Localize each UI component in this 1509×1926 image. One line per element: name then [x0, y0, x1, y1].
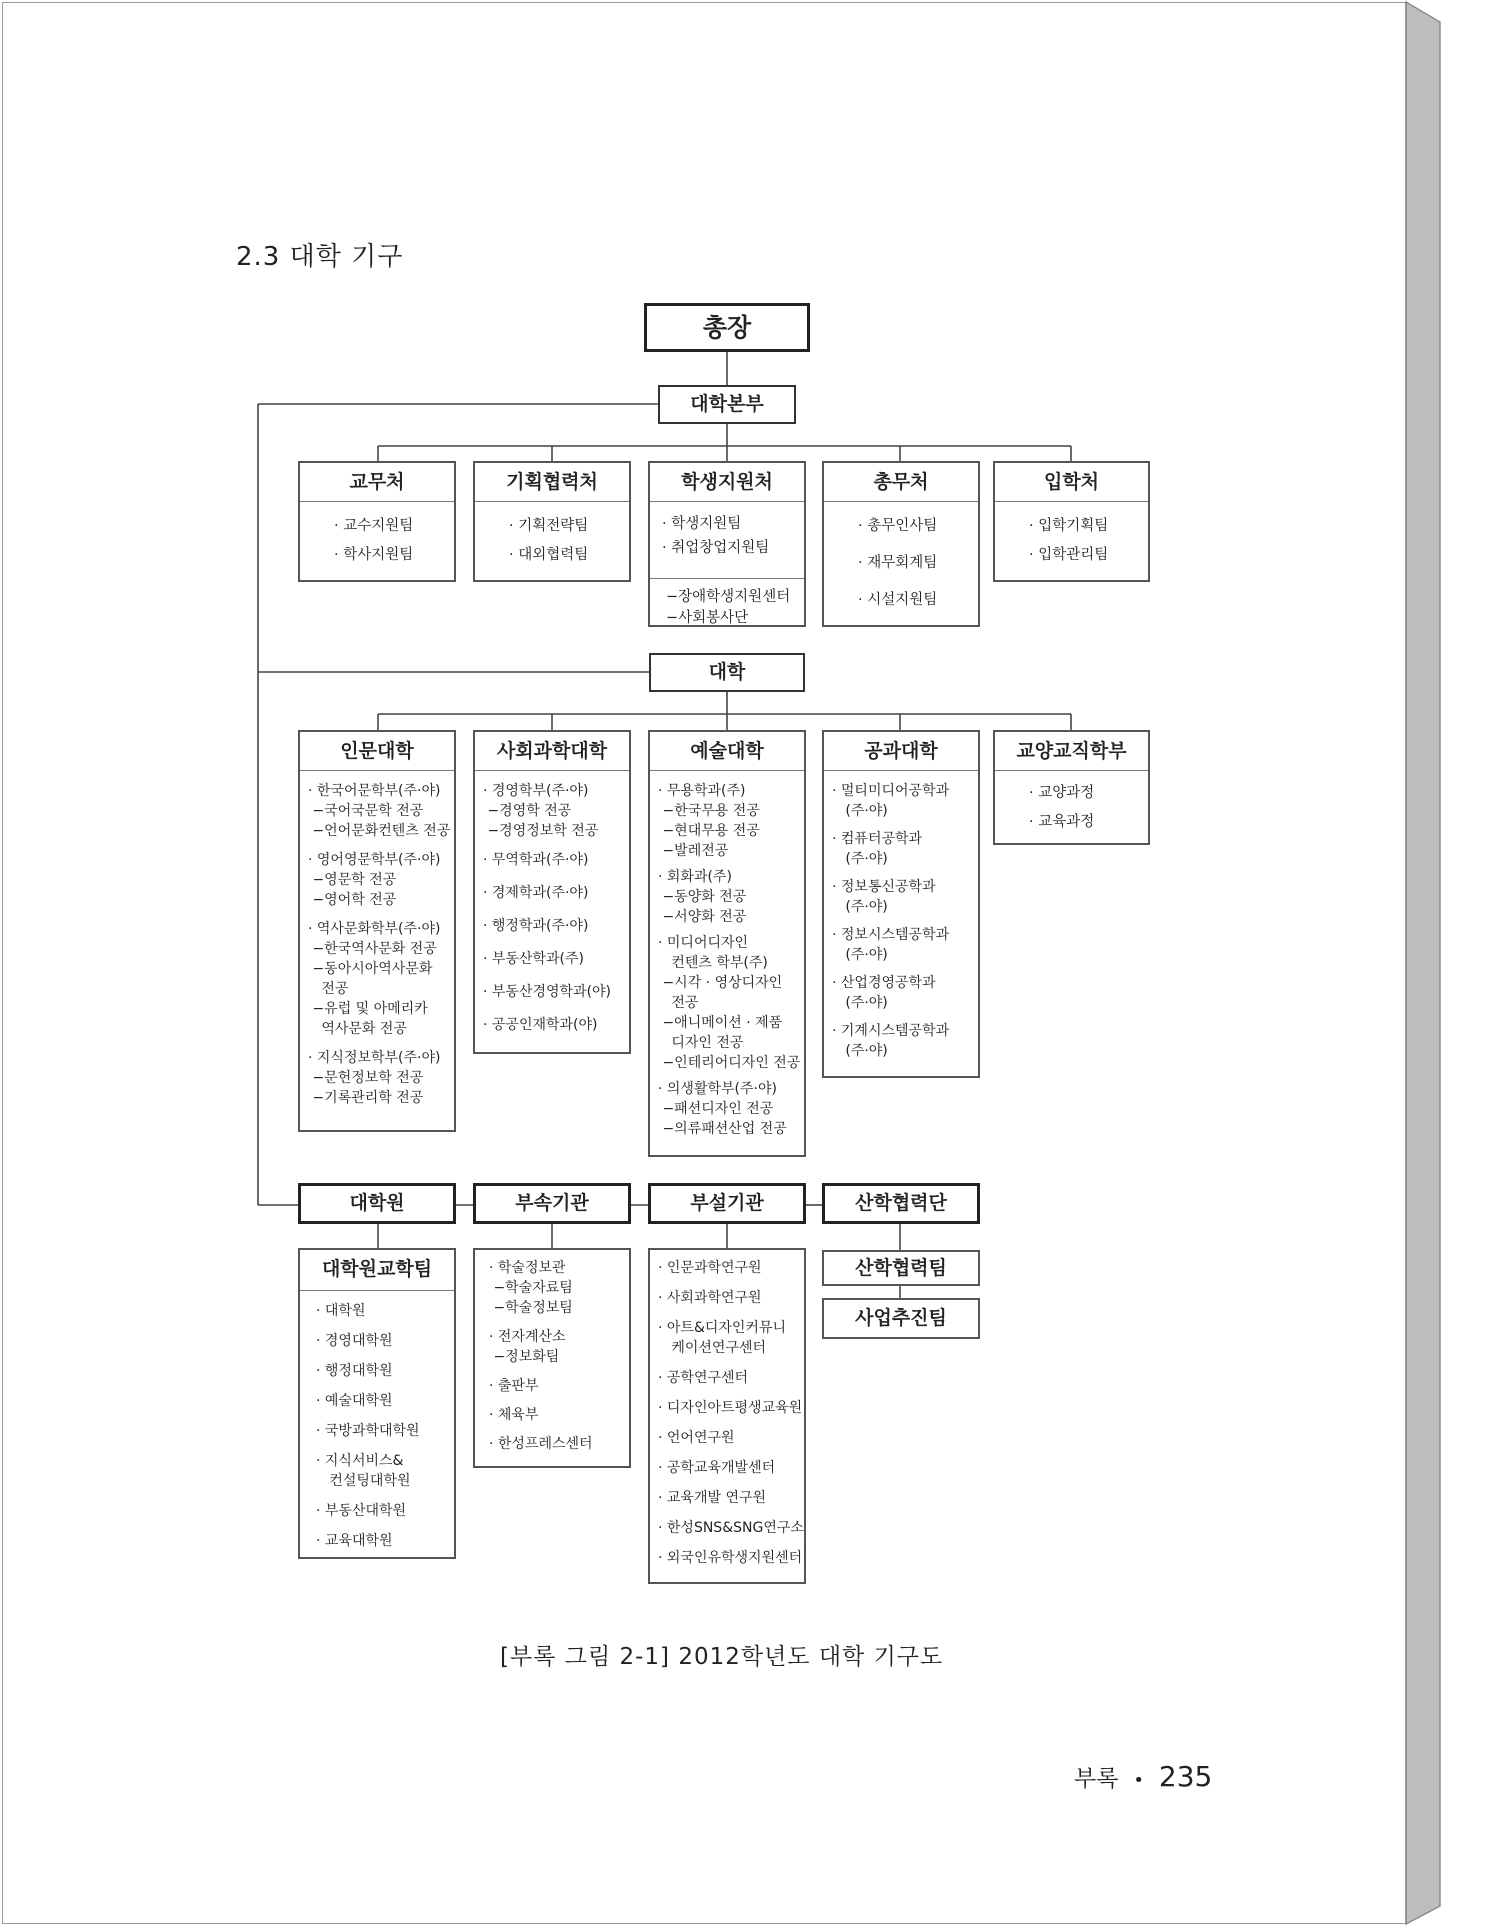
office-title: 교무처	[300, 463, 454, 502]
office-subunits: −장애학생지원센터 −사회봉사단	[650, 578, 804, 635]
affiliated-org-box: 부속기관	[473, 1183, 631, 1224]
college-item: · 부동산학과(주)	[483, 951, 584, 967]
office-item: · 입학관리팀	[1029, 547, 1109, 563]
college-item: · 역사문화학부(주·야) −한국역사문화 전공 −동아시아역사문화 전공 −유럽 및 아메리카 역사문화 전공	[308, 921, 441, 1037]
college-item: · 공공인재학과(야)	[483, 1017, 598, 1033]
affiliated-item: · 체육부	[489, 1407, 539, 1423]
college-title: 공과대학	[824, 732, 978, 771]
college-box	[298, 730, 456, 1132]
graduate-item: · 경영대학원	[316, 1333, 393, 1349]
figure-caption: [부록 그림 2-1] 2012학년도 대학 기구도	[500, 1644, 944, 1670]
graduate-team-title: 대학원교학팀	[300, 1250, 454, 1291]
affiliated-item: · 한성프레스센터	[489, 1436, 593, 1452]
college-item: · 행정학과(주·야)	[483, 918, 589, 934]
college-title: 인문대학	[300, 732, 454, 771]
institutes-box: 부설기관	[648, 1183, 806, 1224]
college-item: · 미디어디자인 컨텐츠 학부(주) −시각 · 영상디자인 전공 −애니메이션 · 제품 디자인 전공 −인테리어디자인 전공	[658, 935, 801, 1071]
industry-cooperation-box: 산학협력단	[822, 1183, 980, 1224]
college-box	[993, 730, 1150, 845]
office-item: · 학사지원팀	[334, 547, 414, 563]
institute-item: · 사회과학연구원	[658, 1290, 762, 1306]
office-box	[993, 461, 1150, 582]
affiliated-item: · 학술정보관 −학술자료팀 −학술정보팀	[489, 1260, 573, 1316]
page-number: 235	[1158, 1760, 1213, 1793]
institute-item: · 언어연구원	[658, 1430, 735, 1446]
office-box	[298, 461, 456, 582]
institute-item: · 외국인유학생지원센터	[658, 1550, 803, 1566]
college-root-box: 대학	[649, 653, 805, 692]
office-item: · 재무회계팀	[858, 555, 938, 571]
college-item: · 무용학과(주) −한국무용 전공 −현대무용 전공 −발레전공	[658, 783, 760, 859]
college-item: · 산업경영공학과 (주·야)	[832, 975, 936, 1011]
college-box	[473, 730, 631, 1054]
graduate-item: · 지식서비스& 컨설팅대학원	[316, 1453, 411, 1489]
college-item: · 정보시스템공학과 (주·야)	[832, 927, 950, 963]
affiliated-item: · 전자계산소 −정보화팀	[489, 1329, 566, 1365]
office-item: · 학생지원팀	[662, 516, 742, 532]
institute-item: · 교육개발 연구원	[658, 1490, 767, 1506]
college-item: · 교양과정	[1029, 785, 1095, 801]
college-box	[822, 730, 980, 1078]
office-box	[473, 461, 631, 582]
affiliated-item: · 출판부	[489, 1378, 539, 1394]
graduate-item: · 예술대학원	[316, 1393, 393, 1409]
office-box	[648, 461, 806, 627]
college-item: · 한국어문학부(주·야) −국어국문학 전공 −언어문화컨텐츠 전공	[308, 783, 451, 839]
college-item: · 부동산경영학과(야)	[483, 984, 612, 1000]
college-item: · 경영학부(주·야) −경영학 전공 −경영정보학 전공	[483, 783, 599, 839]
graduate-school-box: 대학원	[298, 1183, 456, 1224]
office-item: · 교수지원팀	[334, 518, 414, 534]
office-item: · 시설지원팀	[858, 592, 938, 608]
office-title: 총무처	[824, 463, 978, 502]
college-item: · 무역학과(주·야)	[483, 852, 589, 868]
footer-bullet: •	[1133, 1770, 1144, 1791]
college-item: · 영어영문학부(주·야) −영문학 전공 −영어학 전공	[308, 852, 441, 908]
graduate-item: · 국방과학대학원	[316, 1423, 420, 1439]
graduate-item: · 교육대학원	[316, 1533, 393, 1549]
college-item: · 회화과(주) −동양화 전공 −서양화 전공	[658, 869, 747, 925]
graduate-detail-box	[298, 1248, 456, 1559]
footer-label: 부록	[1074, 1766, 1119, 1792]
college-item: · 의생활학부(주·야) −패션디자인 전공 −의류패션산업 전공	[658, 1081, 787, 1137]
president-box: 총장	[644, 303, 810, 352]
office-item: · 취업창업지원팀	[662, 540, 770, 556]
graduate-item: · 부동산대학원	[316, 1503, 407, 1519]
office-item: · 기획전략팀	[509, 518, 589, 534]
college-title: 예술대학	[650, 732, 804, 771]
college-item: · 정보통신공학과 (주·야)	[832, 879, 936, 915]
college-title: 사회과학대학	[475, 732, 629, 771]
headquarters-box: 대학본부	[658, 385, 796, 424]
office-item: · 입학기획팀	[1029, 518, 1109, 534]
institutes-detail-box	[648, 1248, 806, 1584]
institute-item: · 아트&디자인커뮤니 케이션연구센터	[658, 1320, 787, 1356]
affiliated-detail-box	[473, 1248, 631, 1468]
college-box	[648, 730, 806, 1157]
college-item: · 멀티미디어공학과 (주·야)	[832, 783, 950, 819]
college-item: · 컴퓨터공학과 (주·야)	[832, 831, 923, 867]
office-box	[822, 461, 980, 627]
business-team-box: 사업추진팀	[822, 1298, 980, 1339]
graduate-item: · 행정대학원	[316, 1363, 393, 1379]
office-title: 입학처	[995, 463, 1148, 502]
industry-team-box: 산학협력팀	[822, 1250, 980, 1286]
institute-item: · 디자인아트평생교육원	[658, 1400, 803, 1416]
office-item: · 대외협력팀	[509, 547, 589, 563]
page-footer	[1074, 1760, 1212, 1793]
college-item: · 기계시스템공학과 (주·야)	[832, 1023, 950, 1059]
office-title: 기획협력처	[475, 463, 629, 502]
college-item: · 교육과정	[1029, 814, 1095, 830]
institute-item: · 한성SNS&SNG연구소	[658, 1520, 804, 1536]
institute-item: · 공학연구센터	[658, 1370, 749, 1386]
institute-item: · 공학교육개발센터	[658, 1460, 776, 1476]
office-title: 학생지원처	[650, 463, 804, 502]
graduate-item: · 대학원	[316, 1303, 366, 1319]
college-item: · 지식정보학부(주·야) −문헌정보학 전공 −기록관리학 전공	[308, 1050, 441, 1106]
section-heading: 2.3 대학 기구	[236, 242, 404, 272]
college-item: · 경제학과(주·야)	[483, 885, 589, 901]
office-item: · 총무인사팀	[858, 518, 938, 534]
institute-item: · 인문과학연구원	[658, 1260, 762, 1276]
college-title: 교양교직학부	[995, 732, 1148, 771]
